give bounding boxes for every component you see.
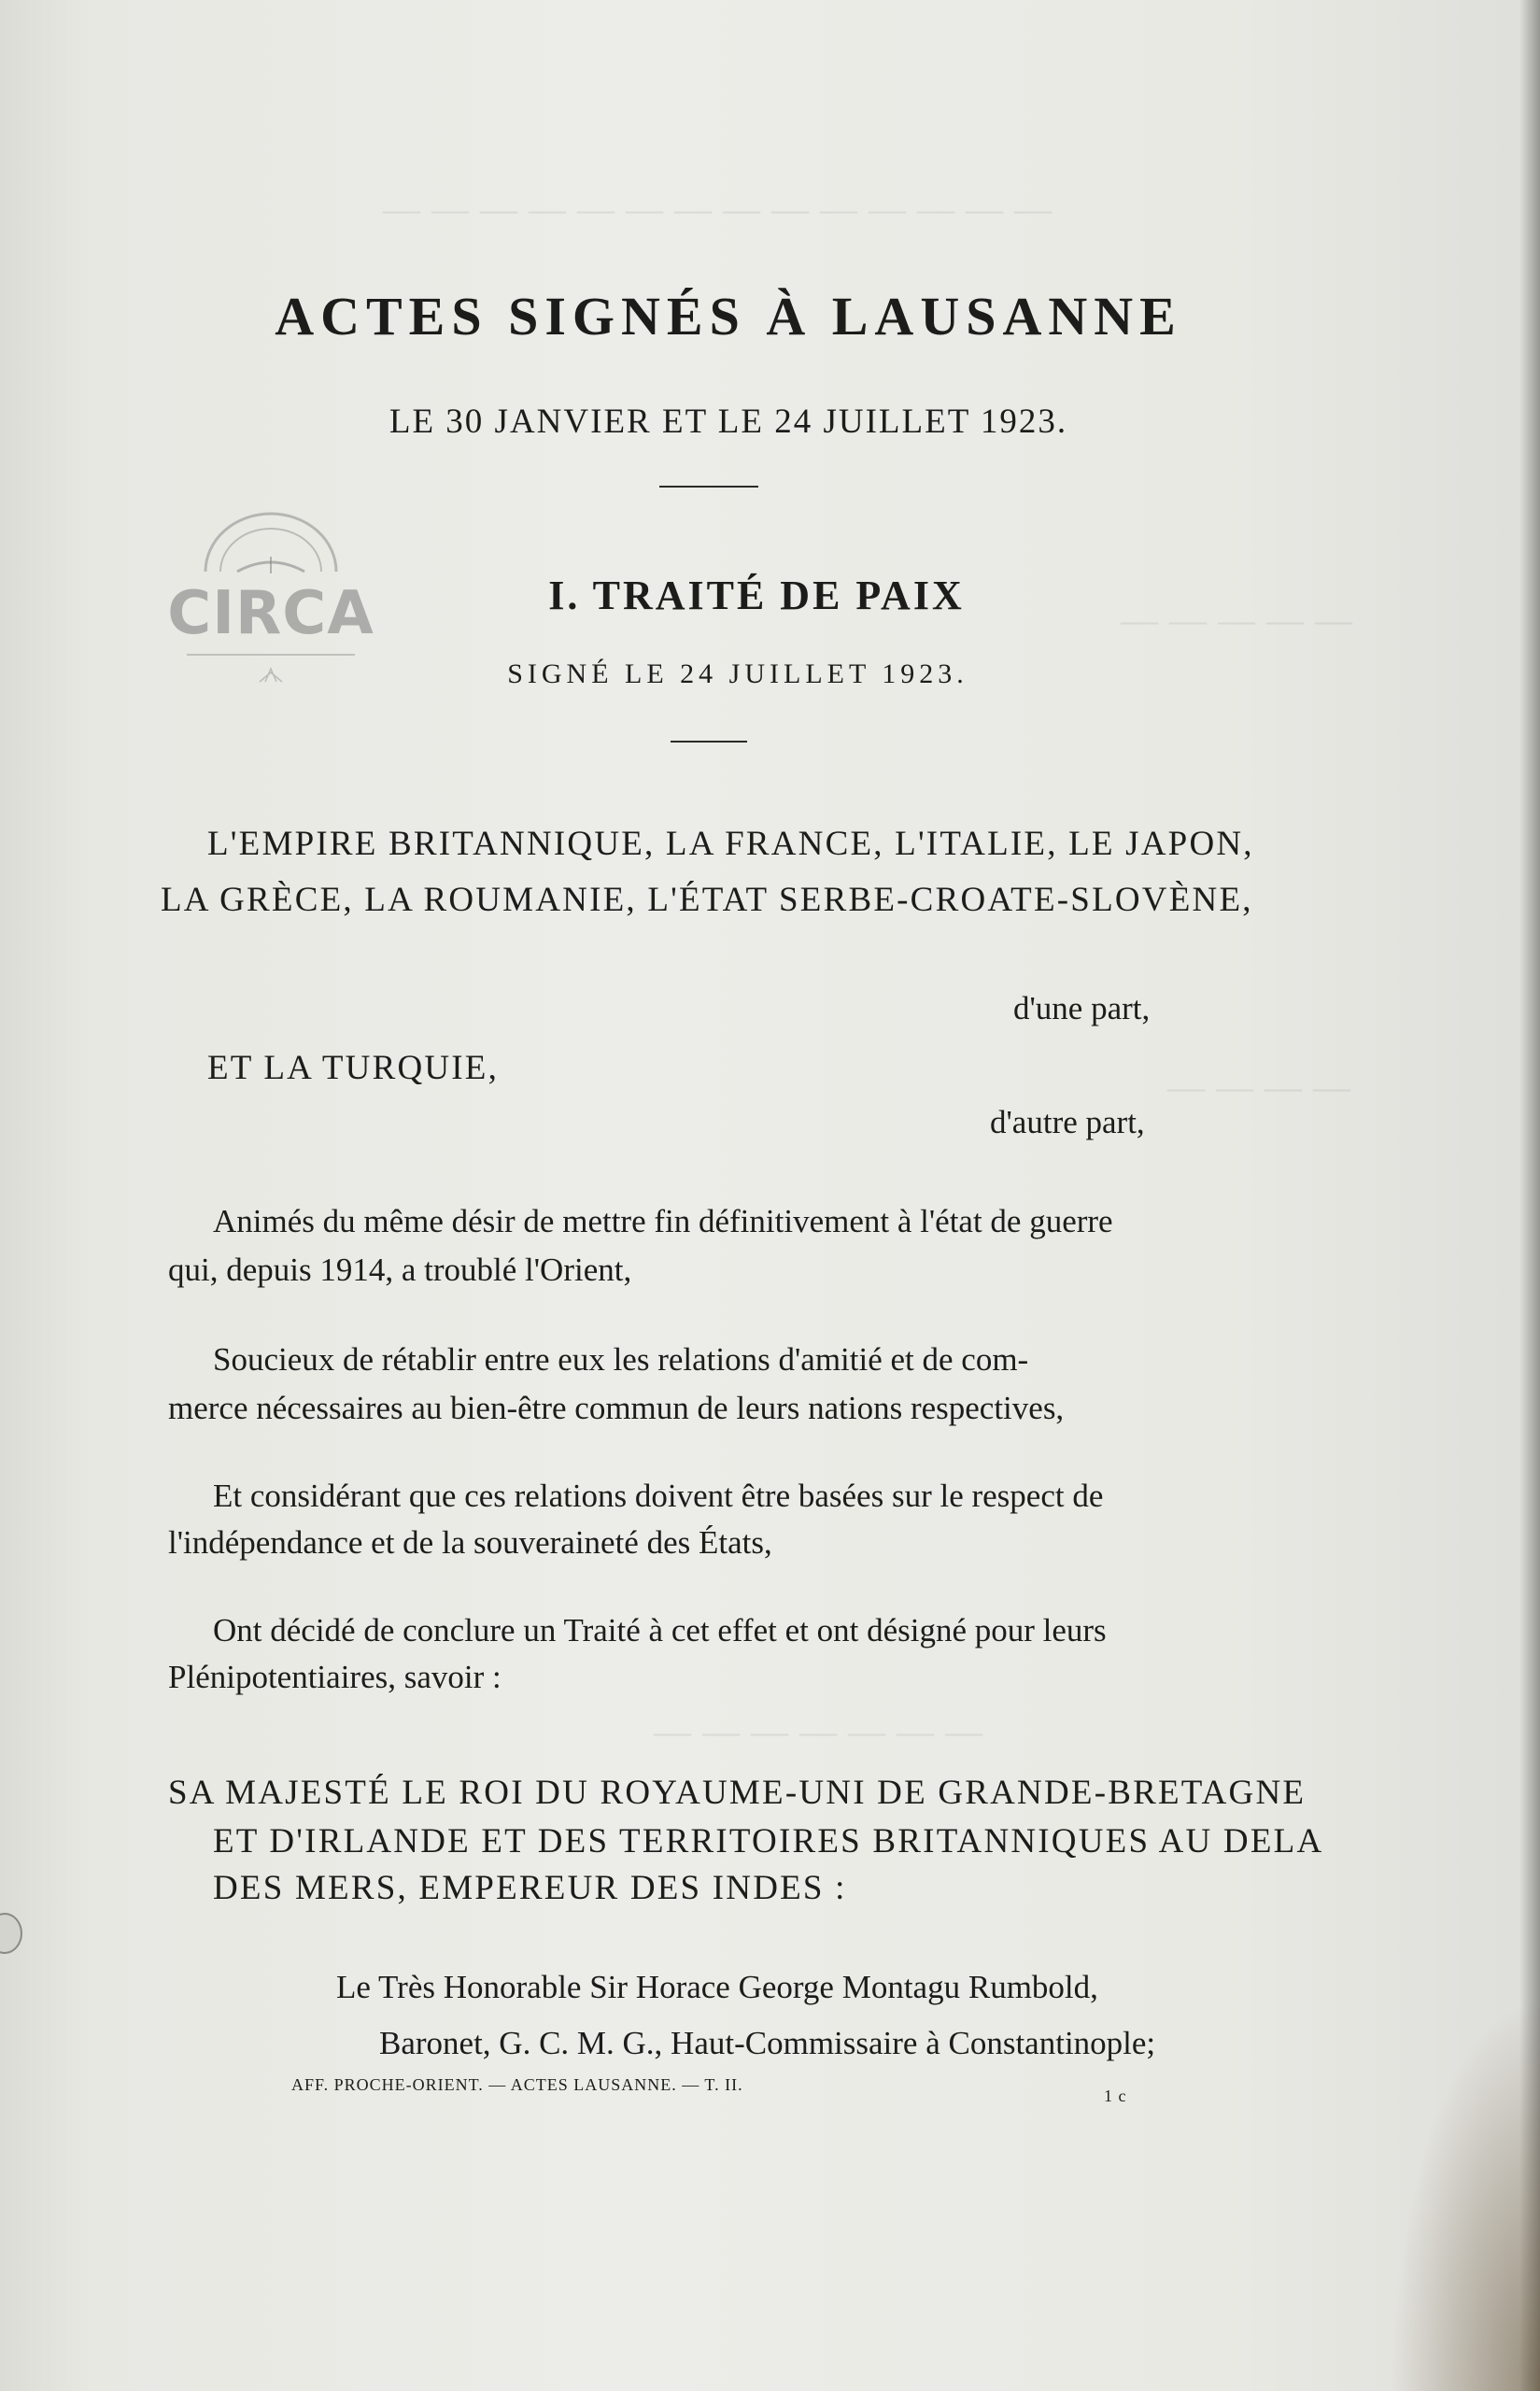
bleed-through-text: — — — — bbox=[1167, 1066, 1351, 1108]
dautre-part: d'autre part, bbox=[990, 1104, 1145, 1140]
footer-signature-mark: 1 c bbox=[1104, 2087, 1127, 2105]
section-title: I. TRAITÉ DE PAIX bbox=[548, 573, 965, 618]
paragraph-1-line-2: qui, depuis 1914, a troublé l'Orient, bbox=[168, 1252, 632, 1288]
paragraph-2-line-2: merce nécessaires au bien-être commun de leurs nations respectives, bbox=[168, 1390, 1065, 1426]
paragraph-1-line-1: Animés du même désir de mettre fin définitivement à l'état de guerre bbox=[213, 1203, 1113, 1239]
bleed-through-text: — — — — — — — bbox=[654, 1710, 983, 1752]
majesty-line-3: DES MERS, EMPEREUR DES INDES : bbox=[213, 1869, 847, 1907]
watermark-rule bbox=[187, 654, 355, 656]
paragraph-3-line-2: l'indépendance et de la souveraineté des États, bbox=[168, 1524, 772, 1561]
paragraph-2-line-1: Soucieux de rétablir entre eux les relations d'amitié et de com- bbox=[213, 1341, 1029, 1378]
section-subtitle: SIGNÉ LE 24 JUILLET 1923. bbox=[507, 658, 968, 689]
binding-hole bbox=[0, 1913, 22, 1954]
delegate-line-2: Baronet, G. C. M. G., Haut-Commissaire à Constantinople; bbox=[379, 2025, 1156, 2061]
majesty-line-2: ET D'IRLANDE ET DES TERRITOIRES BRITANNIQUES AU DELA bbox=[213, 1822, 1324, 1860]
section-divider bbox=[671, 741, 747, 743]
footer-reference: AFF. PROCHE-ORIENT. — ACTES LAUSANNE. — T. II. bbox=[291, 2075, 743, 2094]
paragraph-4-line-2: Plénipotentiaires, savoir : bbox=[168, 1659, 502, 1695]
parties-line-1: L'EMPIRE BRITANNIQUE, LA FRANCE, L'ITALIE, LE JAPON, bbox=[207, 825, 1254, 863]
document-subtitle: LE 30 JANVIER ET LE 24 JUILLET 1923. bbox=[389, 403, 1068, 441]
page-corner-stain bbox=[1391, 1999, 1540, 2391]
title-divider bbox=[659, 486, 758, 488]
paragraph-4-line-1: Ont décidé de conclure un Traité à cet effet et ont désigné pour leurs bbox=[213, 1612, 1107, 1648]
et-la-turquie: ET LA TURQUIE, bbox=[207, 1049, 500, 1087]
delegate-line-1: Le Très Honorable Sir Horace George Montagu Rumbold, bbox=[336, 1969, 1098, 2005]
watermark-text: CIRCA bbox=[167, 579, 374, 648]
book-arch-icon bbox=[159, 504, 383, 579]
bleed-through-text: — — — — — bbox=[1121, 599, 1353, 641]
document-title: ACTES SIGNÉS À LAUSANNE bbox=[275, 286, 1182, 347]
parties-line-2: LA GRÈCE, LA ROUMANIE, L'ÉTAT SERBE-CROATE-SLOVÈNE, bbox=[161, 881, 1253, 919]
bleed-through-text: — — — — — — — — — — — — — — bbox=[383, 188, 1053, 230]
paragraph-3-line-1: Et considérant que ces relations doivent être basées sur le respect de bbox=[213, 1478, 1104, 1514]
dune-part: d'une part, bbox=[1013, 990, 1151, 1026]
majesty-line-1: SA MAJESTÉ LE ROI DU ROYAUME-UNI DE GRANDE-BRETAGNE bbox=[168, 1774, 1307, 1812]
